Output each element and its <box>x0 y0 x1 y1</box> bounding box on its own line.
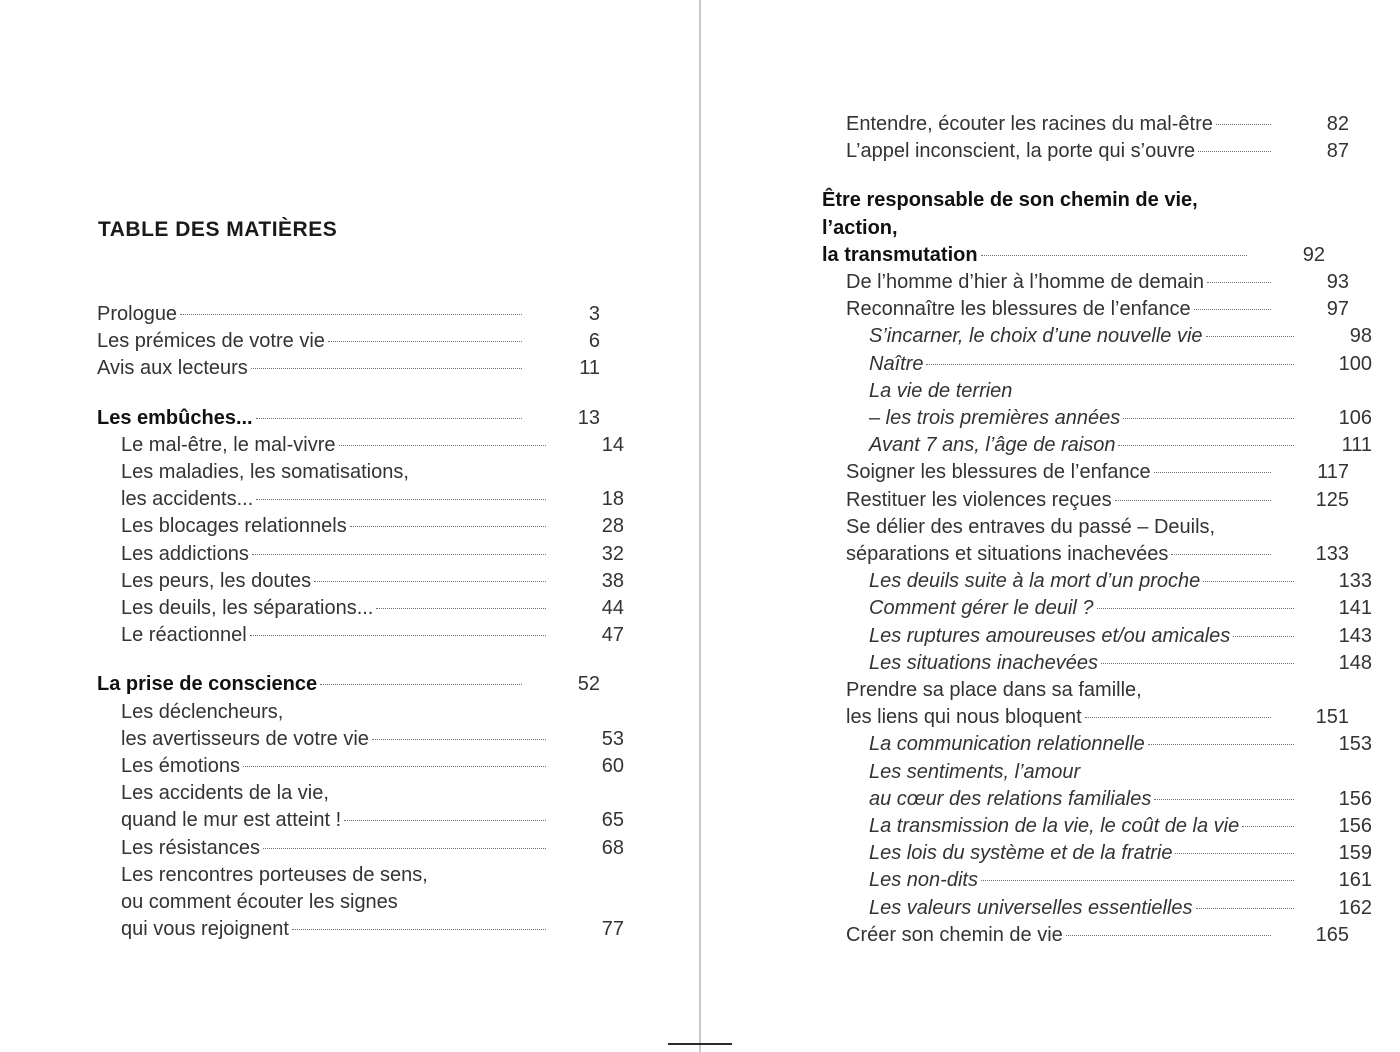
page-number: 87 <box>1326 140 1349 163</box>
dot-leader <box>1154 472 1271 473</box>
page-number: 60 <box>601 755 624 778</box>
page-number: 82 <box>1326 113 1349 135</box>
toc-entry <box>822 514 1349 568</box>
toc-entry-text: Le réactionnel <box>121 624 247 647</box>
toc-entry-text: Les deuils suite à la mort d’un proche <box>869 570 1201 593</box>
toc-entry-text: Avant 7 ans, l’âge de raison <box>869 434 1116 457</box>
dot-leader <box>344 820 546 821</box>
dot-leader <box>320 684 522 685</box>
toc-entry-text: La prise de conscience <box>97 673 318 696</box>
toc-entry-line <box>121 432 546 459</box>
toc-entry-text: Les non-dits <box>869 869 978 892</box>
toc-entry-text: Les déclencheurs, <box>121 700 284 723</box>
page-number: 65 <box>601 809 624 832</box>
dot-leader <box>350 526 546 527</box>
toc-entry-line <box>121 486 546 513</box>
toc-entry <box>822 111 1349 138</box>
dot-leader <box>981 255 1247 256</box>
toc-entry <box>822 296 1349 323</box>
page-number: 133 <box>1338 570 1372 593</box>
dot-leader <box>1206 336 1294 337</box>
toc-entry <box>822 459 1349 486</box>
toc-entry-text: La communication relationnelle <box>869 733 1145 756</box>
dot-leader <box>263 848 546 849</box>
toc-entry-text: Les rencontres porteuses de sens, <box>121 863 428 886</box>
dot-leader <box>1115 500 1271 501</box>
toc-entry <box>97 835 624 862</box>
dot-leader <box>1203 581 1294 582</box>
toc-entry-text: Le mal-être, le mal-vivre <box>121 433 336 456</box>
toc-entry-text: Les lois du système et de la fratrie <box>869 842 1173 865</box>
toc-entry <box>822 922 1349 949</box>
toc-entry-line <box>869 840 1294 867</box>
toc-entry-text: la transmutation <box>822 243 978 266</box>
toc-entry <box>97 432 624 459</box>
toc-entry <box>822 840 1372 867</box>
toc-entry-text: Se délier des entraves du passé – Deuils, <box>846 515 1216 538</box>
toc-entry <box>822 487 1349 514</box>
page-number: 13 <box>577 406 600 429</box>
toc-entry-text: Entendre, écouter les racines du mal-être <box>846 113 1213 135</box>
toc-entry-text: quand le mur est atteint ! <box>121 809 342 832</box>
dot-leader <box>926 364 1294 365</box>
toc-entry-line <box>869 405 1294 432</box>
page-number: 77 <box>601 918 624 941</box>
toc-entry-line <box>846 922 1271 949</box>
toc-entry-text: Prologue <box>97 303 178 325</box>
page-number: 11 <box>579 357 600 380</box>
toc-entry <box>822 138 1349 165</box>
toc-entry-text: La transmission de la vie, le coût de la vie <box>869 815 1240 838</box>
toc-entry-line <box>121 622 546 649</box>
toc-entry-line <box>869 351 1294 378</box>
toc-entry-line <box>97 328 522 355</box>
dot-leader <box>376 608 546 609</box>
toc-entry-line <box>869 813 1294 840</box>
toc-entry-text: L’appel inconscient, la porte qui s’ouvre <box>846 140 1196 163</box>
toc-entry <box>97 541 624 568</box>
page-number: 3 <box>588 303 600 325</box>
toc-entry-line <box>97 301 522 328</box>
page-number: 106 <box>1338 407 1372 430</box>
toc-entry-text: Prendre sa place dans sa famille, <box>846 679 1142 702</box>
dot-leader <box>328 341 522 342</box>
toc-entry-text: Les maladies, les somatisations, <box>121 461 409 484</box>
page-number: 6 <box>588 330 600 353</box>
page-number: 111 <box>1341 434 1372 457</box>
page-number: 153 <box>1338 733 1372 756</box>
toc-entry-text: De l’homme d’hier à l’homme de demain <box>846 271 1204 294</box>
toc-entry <box>822 568 1372 595</box>
toc-entry <box>97 699 624 753</box>
toc-entry-line <box>846 269 1271 296</box>
toc-entry-line <box>869 786 1294 813</box>
toc-entry-line <box>869 895 1294 922</box>
dot-leader <box>1175 853 1294 854</box>
page-number: 143 <box>1338 624 1372 647</box>
toc-entry <box>97 568 624 595</box>
page-number: 97 <box>1326 298 1349 321</box>
page-number: 14 <box>601 433 624 456</box>
toc-entry-text: Les peurs, les doutes <box>121 569 312 592</box>
page-number: 165 <box>1315 923 1349 946</box>
page-number: 141 <box>1338 597 1372 620</box>
dot-leader <box>252 554 546 555</box>
toc-entry <box>822 759 1372 813</box>
dot-leader <box>1216 124 1271 125</box>
page-number: 133 <box>1315 543 1349 566</box>
toc-entry-text: Les accidents de la vie, <box>121 782 329 805</box>
dot-leader <box>1148 744 1294 745</box>
toc-entry <box>822 813 1372 840</box>
toc-entry <box>97 862 624 944</box>
page-number: 100 <box>1338 352 1372 375</box>
toc-entry-text: Les blocages relationnels <box>121 515 347 538</box>
toc-list-right <box>822 111 1372 949</box>
dot-leader <box>256 499 546 500</box>
dot-leader <box>243 766 546 767</box>
toc-entry-text: Les émotions <box>121 755 240 778</box>
toc-entry-text: Naître <box>869 352 924 375</box>
toc-entry-text: Les valeurs universelles essentielles <box>869 896 1193 919</box>
toc-entry-text: qui vous rejoignent <box>121 918 289 941</box>
page-number: 38 <box>601 569 624 592</box>
toc-entry-line <box>121 807 546 834</box>
toc-entry <box>97 355 600 382</box>
toc-entry-line <box>121 513 546 540</box>
page-number: 53 <box>601 727 624 750</box>
toc-entry-line <box>869 867 1294 894</box>
toc-entry <box>97 622 624 649</box>
toc-entry-text: Les sentiments, l’amour <box>869 760 1081 783</box>
toc-entry-text: Les deuils, les séparations... <box>121 597 374 620</box>
dot-leader <box>1171 554 1271 555</box>
toc-entry <box>822 867 1372 894</box>
toc-entry <box>97 671 600 698</box>
toc-entry-text: les accidents... <box>121 488 254 511</box>
toc-entry-text: Les résistances <box>121 836 260 859</box>
toc-entry-text: – les trois premières années <box>869 407 1121 430</box>
toc-entry <box>822 677 1349 731</box>
toc-entry-text: les avertisseurs de votre vie <box>121 727 369 750</box>
toc-entry <box>97 405 600 432</box>
page-number: 92 <box>1302 243 1325 266</box>
page-number: 93 <box>1326 271 1349 294</box>
toc-entry <box>822 650 1372 677</box>
gutter-mark <box>668 1043 732 1045</box>
page-number: 125 <box>1315 488 1349 511</box>
page-number: 156 <box>1338 787 1372 810</box>
dot-leader <box>1066 935 1271 936</box>
toc-title: TABLE DES MATIÈRES <box>98 218 338 241</box>
dot-leader <box>1101 663 1294 664</box>
page-number: 32 <box>601 542 624 565</box>
toc-entry-line <box>869 731 1294 758</box>
toc-entry <box>97 513 624 540</box>
toc-entry-line <box>846 111 1271 138</box>
toc-entry <box>822 595 1372 622</box>
toc-entry-line <box>846 296 1271 323</box>
dot-leader <box>292 929 546 930</box>
toc-entry <box>97 301 600 328</box>
toc-entry-text: Restituer les violences reçues <box>846 488 1112 511</box>
dot-leader <box>339 445 546 446</box>
toc-entry-text: Reconnaître les blessures de l’enfance <box>846 298 1191 321</box>
toc-entry <box>822 895 1372 922</box>
toc-entry-line <box>869 623 1294 650</box>
toc-entry-line <box>121 916 546 943</box>
dot-leader <box>1198 151 1271 152</box>
toc-entry-text: Les prémices de votre vie <box>97 330 325 353</box>
toc-entry-text: La vie de terrien <box>869 379 1013 402</box>
toc-entry <box>97 595 624 622</box>
page-number: 98 <box>1349 325 1372 348</box>
dot-leader <box>1233 636 1294 637</box>
toc-entry <box>822 351 1372 378</box>
toc-entry-text: Les addictions <box>121 542 249 565</box>
toc-entry <box>822 623 1372 650</box>
toc-entry-line <box>869 568 1294 595</box>
toc-entry-text: Les embûches... <box>97 406 253 429</box>
dot-leader <box>1194 309 1271 310</box>
toc-entry-line <box>121 568 546 595</box>
toc-entry-line <box>121 835 546 862</box>
toc-entry-line <box>121 541 546 568</box>
toc-entry <box>97 328 600 355</box>
page-number: 151 <box>1315 706 1349 729</box>
toc-list-left <box>97 301 624 943</box>
toc-entry-line <box>869 650 1294 677</box>
toc-entry-line <box>869 323 1294 350</box>
toc-entry-line <box>846 541 1271 568</box>
toc-entry-text: au cœur des relations familiales <box>869 787 1152 810</box>
dot-leader <box>1154 799 1294 800</box>
toc-entry-text: séparations et situations inachevées <box>846 543 1169 566</box>
dot-leader <box>1196 908 1295 909</box>
toc-entry-line <box>97 671 522 698</box>
toc-entry-text: Les situations inachevées <box>869 651 1099 674</box>
toc-entry <box>822 432 1372 459</box>
dot-leader <box>1097 608 1294 609</box>
toc-entry-line <box>121 595 546 622</box>
dot-leader <box>256 418 522 419</box>
toc-entry <box>822 731 1372 758</box>
page-number: 18 <box>601 488 624 511</box>
toc-entry-line <box>97 355 522 382</box>
toc-entry-text: S’incarner, le choix d’une nouvelle vie <box>869 325 1203 348</box>
toc-entry-text: ou comment écouter les signes <box>121 891 398 914</box>
dot-leader <box>314 581 546 582</box>
dot-leader <box>251 368 522 369</box>
toc-entry-text: Avis aux lecteurs <box>97 357 248 380</box>
page-number: 44 <box>601 597 624 620</box>
toc-entry-line <box>846 459 1271 486</box>
toc-entry-text: Être responsable de son chemin de vie, l’action, <box>822 189 1198 239</box>
toc-entry <box>822 323 1372 350</box>
toc-entry-line <box>121 753 546 780</box>
dot-leader <box>372 739 546 740</box>
toc-entry-line <box>869 432 1294 459</box>
dot-leader <box>1085 717 1271 718</box>
page-number: 148 <box>1338 651 1372 674</box>
toc-entry-line <box>822 242 1247 269</box>
toc-entry-line <box>121 726 546 753</box>
page-number: 117 <box>1317 461 1349 484</box>
page-number: 52 <box>577 673 600 696</box>
toc-entry-text: les liens qui nous bloquent <box>846 706 1082 729</box>
page-number: 161 <box>1338 869 1372 892</box>
dot-leader <box>180 314 522 315</box>
toc-entry-line <box>846 487 1271 514</box>
toc-entry <box>97 459 624 513</box>
page-number: 28 <box>601 515 624 538</box>
dot-leader <box>1123 418 1294 419</box>
dot-leader <box>1207 282 1271 283</box>
toc-entry <box>822 187 1325 269</box>
dot-leader <box>1242 826 1294 827</box>
toc-entry-text: Les ruptures amoureuses et/ou amicales <box>869 624 1231 647</box>
dot-leader <box>1118 445 1294 446</box>
right-page <box>701 0 1400 1052</box>
toc-entry-line <box>846 704 1271 731</box>
page-number: 159 <box>1338 842 1372 865</box>
toc-entry-line <box>869 595 1294 622</box>
dot-leader <box>981 880 1294 881</box>
page-number: 68 <box>601 836 624 859</box>
toc-entry-text: Soigner les blessures de l’enfance <box>846 461 1151 484</box>
toc-entry-line <box>846 138 1271 165</box>
toc-entry-line <box>97 405 522 432</box>
page-number: 47 <box>601 624 624 647</box>
toc-entry <box>822 378 1372 432</box>
toc-entry-text: Comment gérer le deuil ? <box>869 597 1094 620</box>
toc-entry <box>97 753 624 780</box>
page-number: 156 <box>1338 815 1372 838</box>
toc-entry-text: Créer son chemin de vie <box>846 923 1063 946</box>
page-number: 162 <box>1338 896 1372 919</box>
toc-entry <box>97 780 624 834</box>
toc-entry <box>822 269 1349 296</box>
dot-leader <box>250 635 546 636</box>
